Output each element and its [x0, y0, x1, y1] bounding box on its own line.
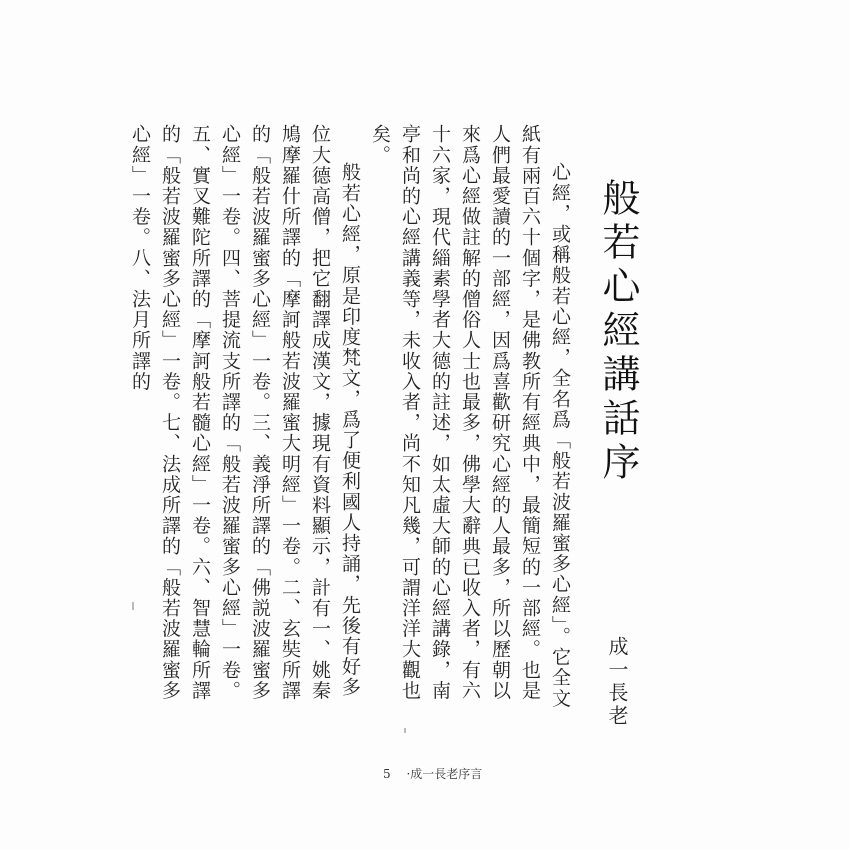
page-number: 5	[383, 767, 391, 781]
paragraph-1: 心經，或稱般若心經，全名爲「般若波羅蜜多心經」。它全文紙有兩百六十個字，是佛教所有經典中，最簡短的一部經。也是人們最愛讀的一部經，因爲喜歡研究心經的人最多，所以歷朝以來爲心經做註解的僧俗人士也最多，佛學大辭典已收入者，有六十六家，現代緇素學者大德的註述，如太虛大師的心經講錄，南亭和尚的心經講義等，未收入者，尚不知凡幾，可謂洋洋大觀也矣。	[369, 124, 571, 709]
scan-speck	[132, 602, 134, 610]
author-name: 成一長老	[605, 636, 629, 728]
preface-body	[125, 124, 575, 714]
page-title: 般若心經講話序	[596, 178, 640, 486]
paragraph-2: 般若心經，原是印度梵文，爲了便利國人持誦，先後有好多位大德高僧，把它翻譯成漢文，據現有資料顯示，計有一、姚秦鳩摩羅什所譯的「摩訶般若波羅蜜大明經」一卷。二、玄奘所譯的「般若波羅蜜多心經」一卷。三、義淨所譯的「佛説波羅蜜多心經」一卷。四、菩提流支所譯的「般若波羅蜜多心經」一卷。五、實叉難陀所譯的「摩訶般若髓心經」一卷。六、智慧輪所譯的「般若波羅蜜多心經」一卷。七、法成所譯的「般若波羅蜜多心經」一卷。八、法月所譯的	[129, 124, 361, 701]
page-footer	[383, 765, 482, 782]
scan-speck	[404, 728, 406, 733]
running-title: ·成一長老序言	[406, 767, 483, 781]
